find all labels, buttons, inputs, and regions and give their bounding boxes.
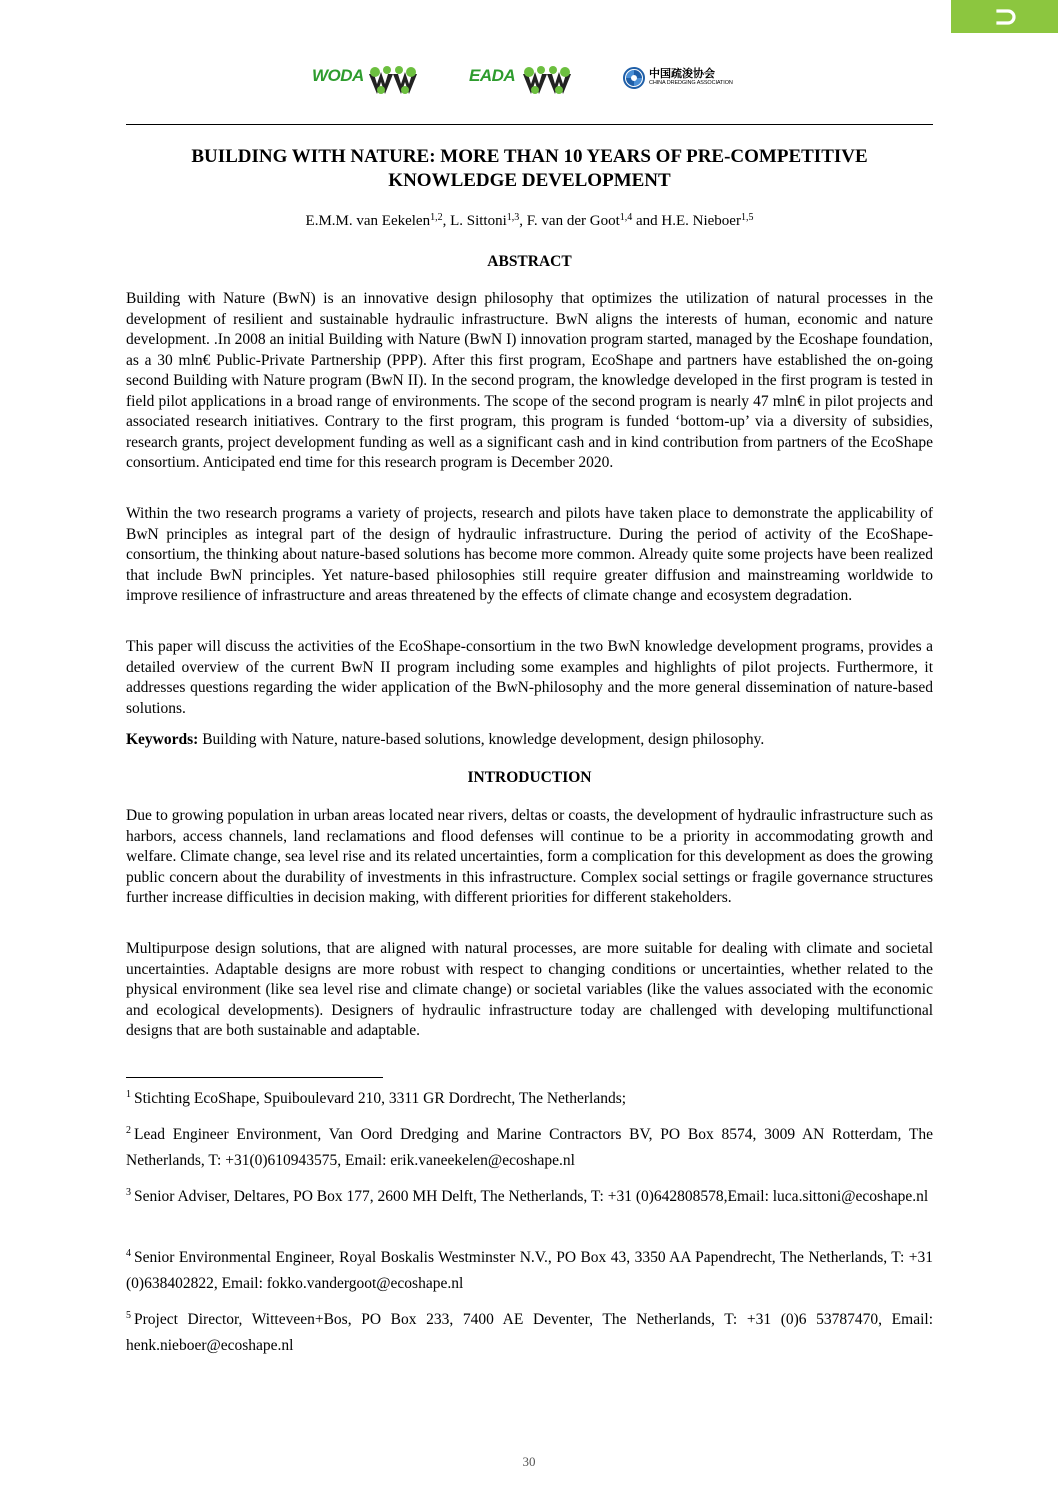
footnote-number: 5 (126, 1310, 131, 1321)
return-arrow-icon (992, 8, 1018, 26)
author-name: F. van der Goot (526, 213, 620, 229)
author-name: H.E. Nieboer (661, 213, 741, 229)
intro-paragraph-2: Multipurpose design solutions, that are aligned with natural processes, are more suitable for dealing with climate and societal uncertainties. Adaptable designs are more robust with respect to changing conditions or uncertainties, whether related to the physical environment (like sea level rise and climate change) or societal variables (like the values associated with the economic and ecological developments). Designers of hydraulic infrastructure today are challenged with developing multifunctional designs that are both sustainable and adaptable. (126, 940, 933, 1039)
back-button[interactable] (951, 0, 1058, 33)
header-logos (0, 60, 1058, 100)
cda-emblem-icon (623, 67, 645, 89)
eada-logo (469, 60, 579, 100)
abstract-heading: ABSTRACT (487, 253, 572, 270)
footnote-divider (126, 1077, 383, 1078)
keywords (126, 730, 933, 751)
woda-emblem-icon (367, 64, 419, 98)
keywords-text: Building with Nature, nature-based solutions, knowledge development, design philosophy. (198, 731, 765, 748)
footnote-3 (126, 1184, 933, 1210)
paper-title (126, 145, 933, 193)
footnote-number: 3 (126, 1187, 131, 1198)
footnote-number: 2 (126, 1125, 131, 1136)
eada-logo-text: EADA (469, 66, 516, 85)
eada-emblem-icon (521, 64, 573, 98)
title-line-2: KNOWLEDGE DEVELOPMENT (388, 170, 671, 191)
author-separator: , (442, 213, 451, 229)
footnote-text: Senior Adviser, Deltares, PO Box 177, 2600 MH Delft, The Netherlands, T: +31 (0)642808578,Email: luca.sittoni@ecoshape.nl (134, 1188, 929, 1205)
author-name: E.M.M. van Eekelen (305, 213, 431, 229)
cda-logo-cn-text: 中国疏浚协会 (649, 67, 715, 80)
abstract-paragraph-2: Within the two research programs a variety of projects, research and pilots have taken place to demonstrate the applicability of BwN principles as integral part of the design of hydraulic infrastructure. During the period of activity of the EcoShape-consortium, the thinking about nature-based solutions has become more common. Already quite some projects have been realized that include BwN principles. Yet nature-based philosophies still require greater diffusion and mainstreaming worldwide to improve resilience of infrastructure and areas threatened by the effects of climate change and ecosystem degradation. (126, 505, 933, 604)
woda-logo (312, 60, 422, 100)
footnote-2 (126, 1122, 933, 1174)
author-separator: , (519, 213, 527, 229)
footnote-1 (126, 1086, 933, 1112)
author-affiliation: 1,3 (506, 212, 520, 223)
footnote-4 (126, 1245, 933, 1297)
abstract-paragraph-1: Building with Nature (BwN) is an innovative design philosophy that optimizes the utilization of natural processes in the development of resilient and sustainable hydraulic infrastructure. BwN aligns the interests of human, economic and nature development. .In 2008 an initial Building with Nature (BwN I) innovation program started, managed by the Ecoshape foundation, as a 30 mln€ Public-Private Partnership (PPP). After this first program, EcoShape and partners have established the on-going second Building with Nature program (BwN II). In the second program, the knowledge developed in the first program is tested in field pilot applications in a broad range of environments. The scope of the second program is nearly 47 mln€ in pilot projects and associated research initiatives. Contrary to the first program, this program is funded ‘bottom-up’ via a diversity of subsidies, research grants, project development funding as well as a significant cash and in kind contribution from partners of the EcoShape consortium. Anticipated end time for this research program is December 2020. (126, 290, 933, 471)
cda-logo (623, 60, 753, 100)
introduction-heading: INTRODUCTION (467, 769, 592, 786)
page-number: 30 (522, 1454, 536, 1469)
header-divider (126, 124, 933, 125)
footnote-5 (126, 1307, 933, 1359)
author-affiliation: 1,5 (740, 212, 754, 223)
footnote-text: Project Director, Witteveen+Bos, PO Box 233, 7400 AE Deventer, The Netherlands, T: +31 (0)6 53787470, Email: henk.nieboer@ecoshape.nl (126, 1311, 933, 1354)
footnote-number: 1 (126, 1089, 131, 1100)
intro-paragraph-1: Due to growing population in urban areas located near rivers, deltas or coasts, the development of hydraulic infrastructure such as harbors, access channels, land reclamations and flood defenses will continue to be a priority in accommodating growth and welfare. Climate change, sea level rise and its related uncertainties, form a complication for this development as does the growing public concern about the durability of investments in this infrastructure. Complex social settings or fragile governance structures further increase difficulties in decision making, with different priorities for different stakeholders. (126, 807, 933, 906)
footnote-text: Senior Environmental Engineer, Royal Boskalis Westminster N.V., PO Box 43, 3350 AA Papendrecht, The Netherlands, T: +31 (0)638402822, Email: fokko.vandergoot@ecoshape.nl (126, 1249, 933, 1292)
author-name: L. Sittoni (450, 213, 507, 229)
author-affiliation: 1,2 (430, 212, 443, 223)
footnote-text: Stichting EcoShape, Spuiboulevard 210, 3311 GR Dordrecht, The Netherlands; (134, 1090, 627, 1107)
keywords-label: Keywords: (126, 731, 199, 748)
abstract-paragraph-3: This paper will discuss the activities of the EcoShape-consortium in the two BwN knowledge development programs, provides a detailed overview of the current BwN II program including some examples and highlights of pilot projects. Furthermore, it addresses questions regarding the wider application of the BwN-philosophy and the more general dissemination of nature-based solutions. (126, 638, 933, 717)
title-line-1: BUILDING WITH NATURE: MORE THAN 10 YEARS OF PRE-COMPETITIVE (191, 146, 868, 167)
woda-logo-text: WODA (312, 66, 364, 85)
cda-logo-en-text: CHINA DREDGING ASSOCIATION (649, 80, 733, 86)
author-list (126, 211, 933, 231)
footnote-text: Lead Engineer Environment, Van Oord Dredging and Marine Contractors BV, PO Box 8574, 3009 AN Rotterdam, The Netherlands, T: +31(0)610943575, Email: erik.vaneekelen@ecoshape.nl (126, 1126, 933, 1169)
footnote-number: 4 (126, 1248, 131, 1259)
author-affiliation: 1,4 (619, 212, 633, 223)
author-separator: and (632, 213, 662, 229)
